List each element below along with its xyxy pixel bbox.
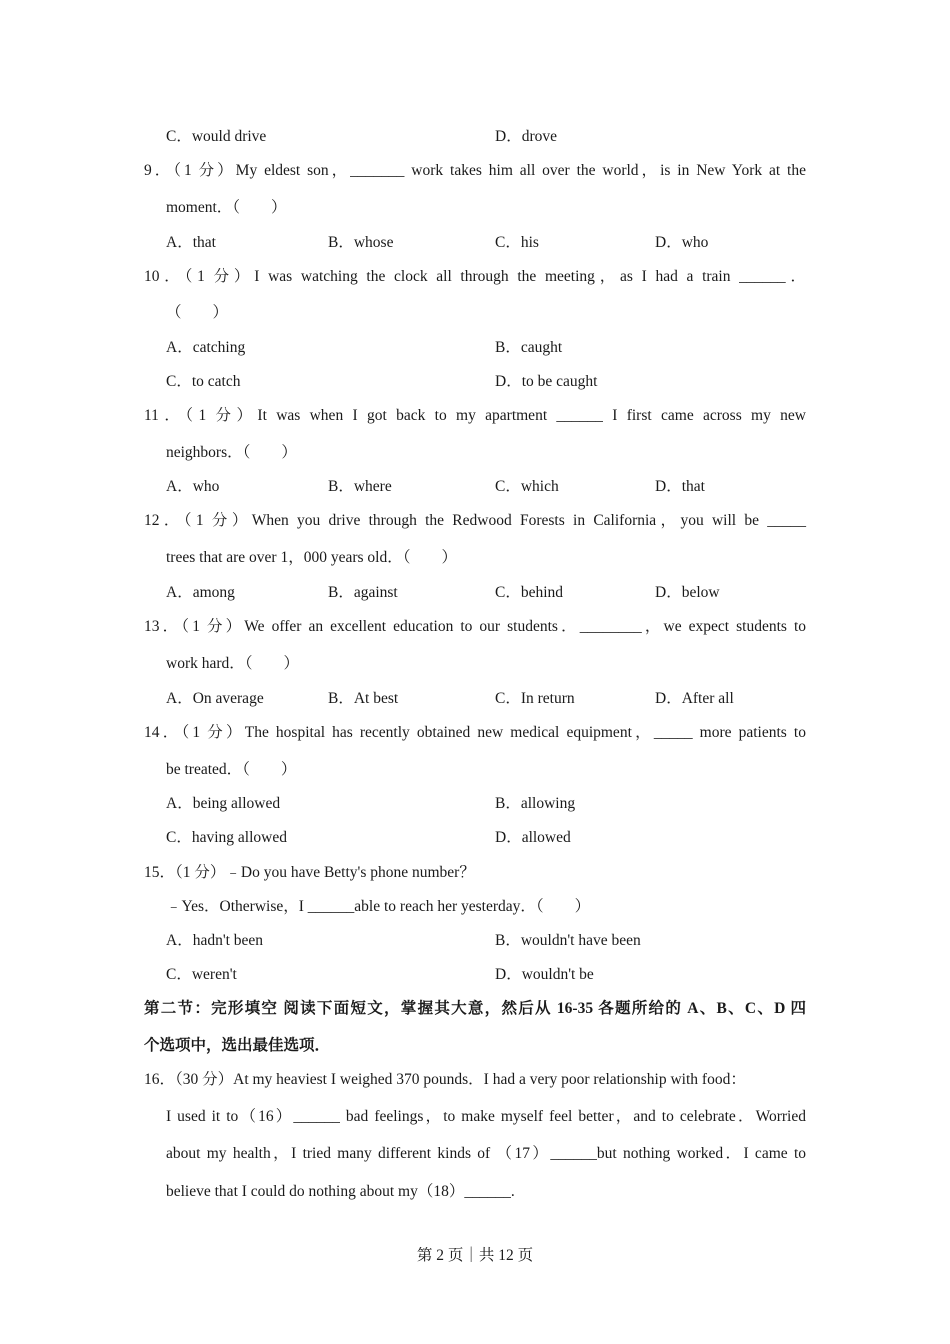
section2-heading-line1: 第二节：完形填空 阅读下面短文，掌握其大意，然后从 16-35 各题所给的 A、B、C、D 四: [144, 1000, 806, 1017]
q11-option-a: A．who: [166, 478, 220, 495]
q16-passage-line2: I used it to（16）______ bad feelings，to make myself feel better，and to celebrate．Worried: [166, 1108, 806, 1125]
q14-option-a: A．being allowed: [166, 795, 281, 812]
q15-option-a: A．hadn't been: [166, 932, 264, 949]
q9-option-a: A．that: [166, 234, 216, 251]
q12-stem-line1: 12．（1 分）When you drive through the Redwood Forests in California，you will be _____: [144, 512, 806, 529]
q13-stem-line2: work hard．（ ）: [166, 655, 300, 672]
q11-option-c: C．which: [495, 478, 559, 495]
q16-passage-line3: about my health，I tried many different kinds of （17）______but nothing worked．I came to: [166, 1145, 806, 1162]
q9-option-d: D．who: [655, 234, 709, 251]
q14-option-b: B．allowing: [495, 795, 576, 812]
q15-option-c: C．weren't: [166, 966, 237, 983]
q10-option-b: B．caught: [495, 339, 563, 356]
q8-option-d: D．drove: [495, 128, 557, 145]
q11-option-d: D．that: [655, 478, 705, 495]
q10-option-d: D．to be caught: [495, 373, 598, 390]
q15-option-d: D．wouldn't be: [495, 966, 594, 983]
q9-option-b: B．whose: [328, 234, 394, 251]
q13-option-b: B．At best: [328, 690, 399, 707]
q12-stem-line2: trees that are over 1，000 years old．（ ）: [166, 549, 457, 566]
q14-stem-line1: 14．（1 分）The hospital has recently obtained new medical equipment，_____ more patients to: [144, 724, 806, 741]
q11-stem-line1: 11．（1 分）It was when I got back to my apartment ______ I first came across my new: [144, 407, 806, 424]
q11-stem-line2: neighbors．（ ）: [166, 444, 297, 461]
q11-option-b: B．where: [328, 478, 392, 495]
q15-option-b: B．wouldn't have been: [495, 932, 641, 949]
q13-stem-line1: 13．（1 分）We offer an excellent education to our students．________，we expect students to: [144, 618, 806, 635]
q9-stem-line2: moment．（ ）: [166, 199, 287, 216]
q12-option-a: A．among: [166, 584, 235, 601]
q10-stem-line1: 10．（1 分）I was watching the clock all through the meeting，as I had a train ______．: [144, 268, 806, 285]
q15-stem-line2: ﹣Yes．Otherwise，I ______able to reach her yesterday．（ ）: [166, 898, 591, 915]
q16-passage-line4: believe that I could do nothing about my（18）______.: [166, 1183, 515, 1200]
q14-stem-line2: be treated．（ ）: [166, 761, 297, 778]
q9-option-c: C．his: [495, 234, 539, 251]
page-footer: 第 2 页｜共 12 页: [416, 1247, 534, 1264]
q14-option-d: D．allowed: [495, 829, 571, 846]
q10-option-a: A．catching: [166, 339, 246, 356]
q15-stem-line1: 15．（1 分）﹣Do you have Betty's phone number？: [144, 864, 475, 881]
q14-option-c: C．having allowed: [166, 829, 287, 846]
q10-stem-line2: （ ）: [166, 304, 229, 321]
q10-option-c: C．to catch: [166, 373, 241, 390]
q16-passage-line1: 16．（30 分）At my heaviest I weighed 370 pounds．I had a very poor relationship with food：: [144, 1071, 746, 1088]
q12-option-d: D．below: [655, 584, 720, 601]
q13-option-d: D．After all: [655, 690, 734, 707]
q8-option-c: C．would drive: [166, 128, 267, 145]
q13-option-a: A．On average: [166, 690, 264, 707]
q12-option-b: B．against: [328, 584, 398, 601]
section2-heading-line2: 个选项中，选出最佳选项．: [144, 1037, 331, 1054]
q13-option-c: C．In return: [495, 690, 575, 707]
q12-option-c: C．behind: [495, 584, 564, 601]
q9-stem-line1: 9．（1 分）My eldest son，_______ work takes him all over the world，is in New York at the: [144, 162, 806, 179]
